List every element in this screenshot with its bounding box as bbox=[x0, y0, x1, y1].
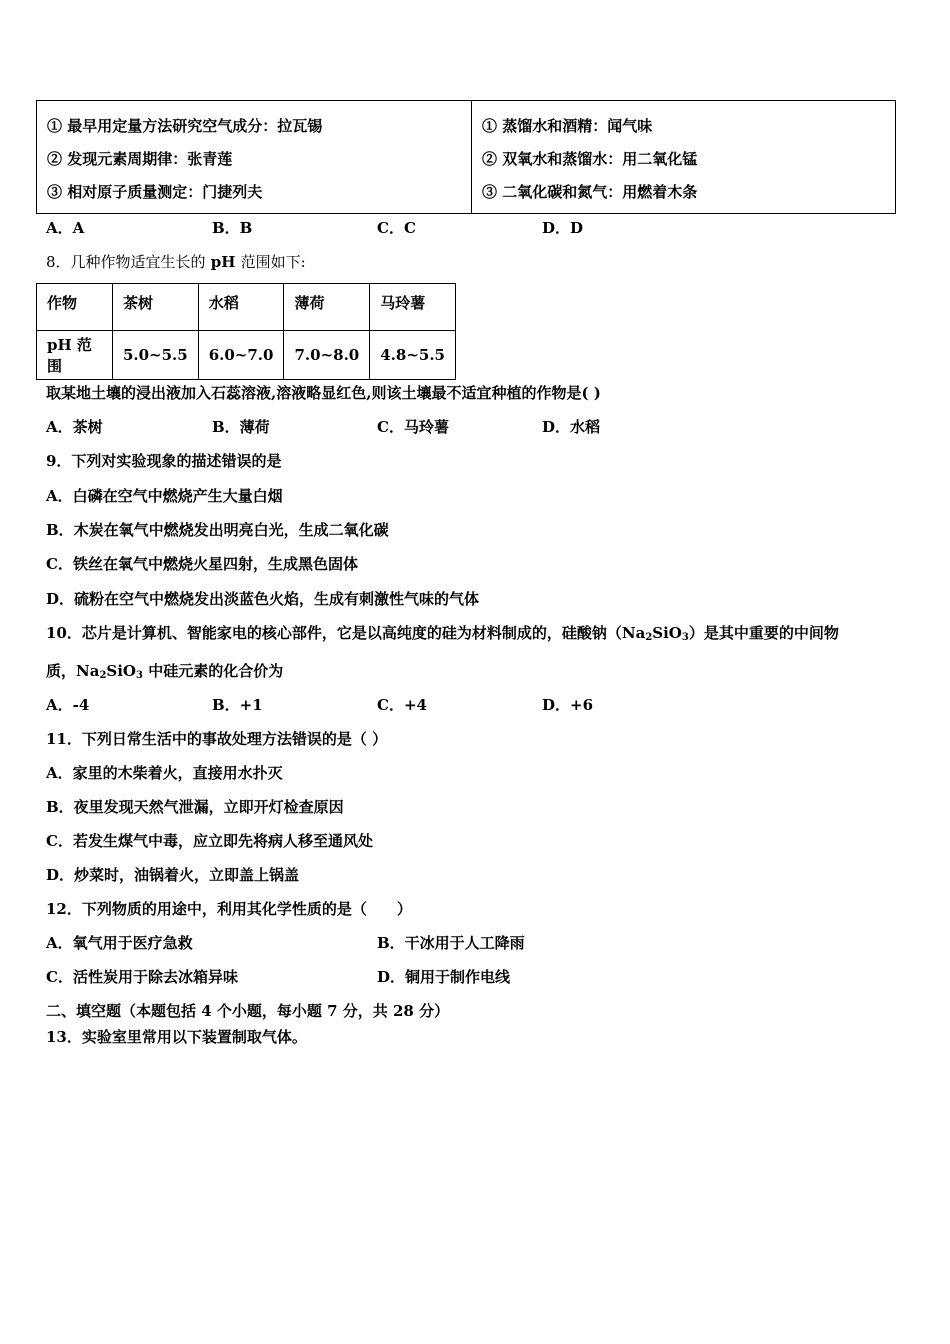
q10-text-sio: SiO bbox=[652, 624, 682, 642]
q10-text-a: 10．芯片是计算机、智能家电的核心部件，它是以高纯度的硅为材料制成的，硅酸钠（Na bbox=[46, 624, 646, 642]
q12-option-b[interactable]: B．干冰用于人工降雨 bbox=[377, 934, 525, 952]
q9-option-d[interactable]: D．硫粉在空气中燃烧发出淡蓝色火焰，生成有刺激性气味的气体 bbox=[46, 590, 480, 608]
q8-row-label: pH 范围 bbox=[37, 331, 113, 380]
q10-option-a[interactable]: A．-4 bbox=[46, 696, 90, 714]
q10-stem-line-2 bbox=[46, 660, 283, 681]
q10-sub-3: 3 bbox=[681, 632, 689, 643]
q10-line2-b: 中硅元素的化合价为 bbox=[142, 662, 284, 680]
q10-option-d[interactable]: D．+6 bbox=[542, 696, 594, 714]
q7-right-cell bbox=[472, 101, 896, 214]
q8-option-d[interactable]: D．水稻 bbox=[542, 418, 601, 436]
q9-option-c[interactable]: C．铁丝在氧气中燃烧火星四射，生成黑色固体 bbox=[46, 555, 358, 573]
q8-value-mint: 7.0~8.0 bbox=[284, 331, 370, 380]
q10-line2-sub-3: 3 bbox=[136, 670, 143, 681]
q10-sub-2: 2 bbox=[645, 632, 653, 643]
q8-value-rice: 6.0~7.0 bbox=[198, 331, 284, 380]
q7-right-line-2: ② 双氧水和蒸馏水：用二氧化锰 bbox=[482, 149, 698, 168]
q12-option-a[interactable]: A．氧气用于医疗急救 bbox=[46, 934, 193, 952]
section-2-title: 二、填空题（本题包括 4 个小题，每小题 7 分，共 28 分） bbox=[46, 1002, 450, 1020]
q8-stem-text-a: 几种作物适宜生长的 bbox=[70, 253, 206, 271]
q10-line2-sio: SiO bbox=[106, 662, 137, 680]
q7-left-cell bbox=[37, 101, 472, 214]
q7-right-line-1: ① 蒸馏水和酒精：闻气味 bbox=[482, 116, 653, 135]
q8-header-potato: 马玲薯 bbox=[370, 284, 456, 331]
q8-option-b[interactable]: B．薄荷 bbox=[212, 418, 270, 436]
q8-header-crop: 作物 bbox=[37, 284, 113, 331]
q11-option-b[interactable]: B．夜里发现天然气泄漏，立即开灯检查原因 bbox=[46, 798, 344, 816]
q7-left-line-3: ③ 相对原子质量测定：门捷列夫 bbox=[47, 182, 263, 201]
q7-option-a[interactable]: A．A bbox=[46, 219, 85, 237]
q8-ph-table bbox=[36, 283, 456, 380]
q8-stem-text-c: 范围如下: bbox=[240, 253, 306, 271]
q8-stem bbox=[46, 251, 306, 272]
q8-stem-ph: pH bbox=[205, 253, 241, 271]
q11-option-c[interactable]: C．若发生煤气中毒，应立即先将病人移至通风处 bbox=[46, 832, 373, 850]
q7-table bbox=[36, 100, 896, 214]
q11-stem: 11．下列日常生活中的事故处理方法错误的是（ ） bbox=[46, 730, 388, 748]
q7-option-b[interactable]: B．B bbox=[212, 219, 253, 237]
q10-option-b[interactable]: B．+1 bbox=[212, 696, 263, 714]
q7-left-line-2: ② 发现元素周期律：张青莲 bbox=[47, 149, 233, 168]
q12-stem: 12．下列物质的用途中，利用其化学性质的是（ ） bbox=[46, 900, 412, 918]
q8-header-mint: 薄荷 bbox=[284, 284, 370, 331]
q8-value-tea: 5.0~5.5 bbox=[112, 331, 198, 380]
q7-left-line-1: ① 最早用定量方法研究空气成分：拉瓦锡 bbox=[47, 116, 323, 135]
q12-option-d[interactable]: D．铜用于制作电线 bbox=[377, 968, 511, 986]
q10-option-c[interactable]: C．+4 bbox=[377, 696, 427, 714]
q7-option-d[interactable]: D．D bbox=[542, 219, 584, 237]
q10-line2-sub-2: 2 bbox=[99, 670, 107, 681]
q12-option-c[interactable]: C．活性炭用于除去冰箱异味 bbox=[46, 968, 238, 986]
q10-text-b: ）是其中重要的中间物 bbox=[688, 624, 839, 642]
q11-option-a[interactable]: A．家里的木柴着火，直接用水扑灭 bbox=[46, 764, 283, 782]
q10-stem-line-1 bbox=[46, 622, 839, 643]
q7-option-c[interactable]: C．C bbox=[377, 219, 416, 237]
q8-number: 8． bbox=[46, 253, 71, 271]
q13-stem: 13．实验室里常用以下装置制取气体。 bbox=[46, 1028, 307, 1046]
q8-value-potato: 4.8~5.5 bbox=[370, 331, 456, 380]
q7-right-line-3: ③ 二氧化碳和氮气：用燃着木条 bbox=[482, 182, 698, 201]
q11-option-d[interactable]: D．炒菜时，油锅着火，立即盖上锅盖 bbox=[46, 866, 300, 884]
q8-header-tea: 茶树 bbox=[112, 284, 198, 331]
q8-option-c[interactable]: C．马玲薯 bbox=[377, 418, 449, 436]
q9-stem: 9．下列对实验现象的描述错误的是 bbox=[46, 452, 282, 470]
q8-header-rice: 水稻 bbox=[198, 284, 284, 331]
q9-option-a[interactable]: A．白磷在空气中燃烧产生大量白烟 bbox=[46, 487, 283, 505]
q8-option-a[interactable]: A．茶树 bbox=[46, 418, 103, 436]
q9-option-b[interactable]: B．木炭在氧气中燃烧发出明亮白光，生成二氧化碳 bbox=[46, 521, 389, 539]
q8-question: 取某地土壤的浸出液加入石蕊溶液,溶液略显红色,则该土壤最不适宜种植的作物是( ) bbox=[46, 384, 601, 402]
q10-line2-a: 质，Na bbox=[46, 662, 100, 680]
